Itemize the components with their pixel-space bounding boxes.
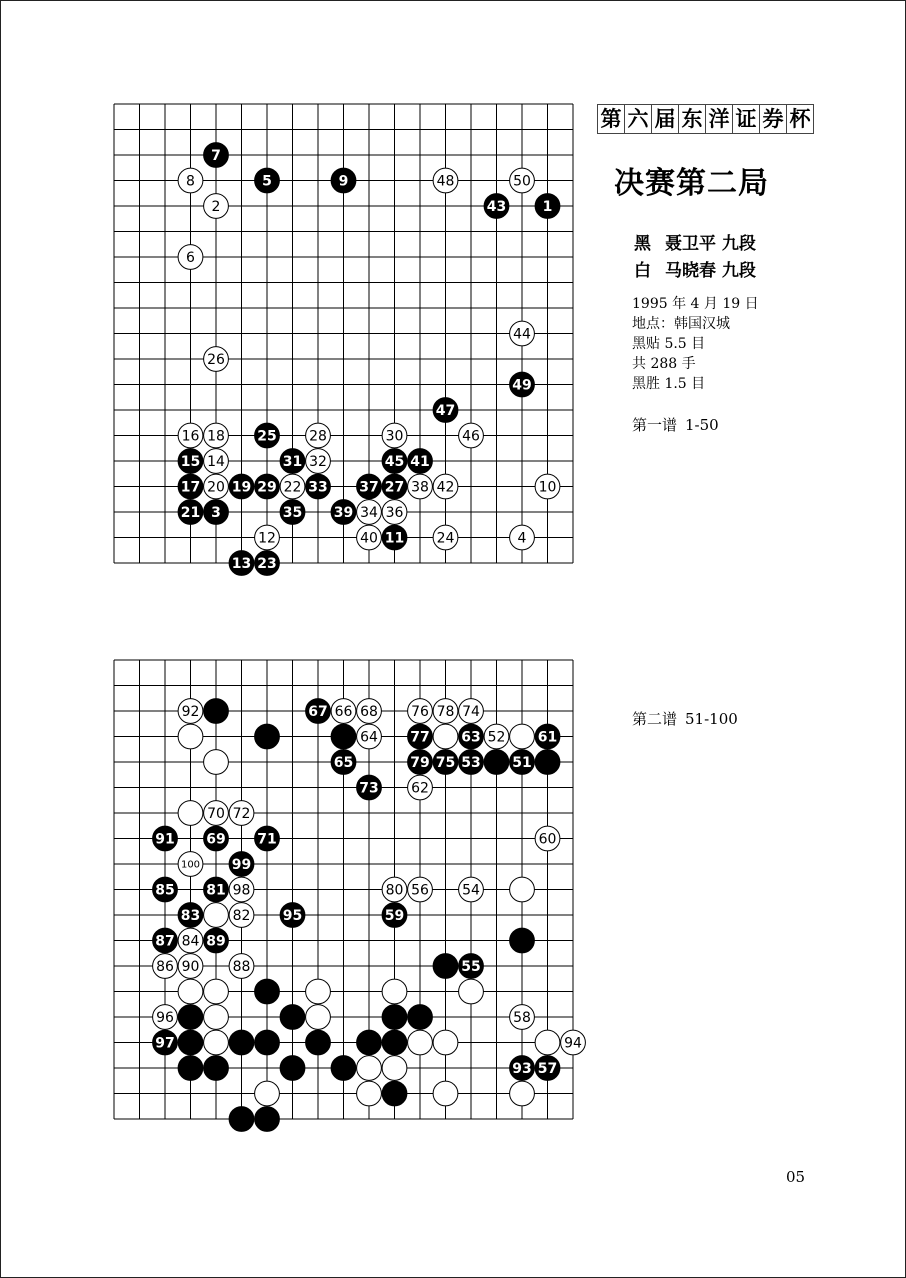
white-stone — [408, 1030, 433, 1055]
white-stone — [204, 801, 229, 826]
black-stone — [306, 699, 331, 724]
black-stone — [535, 724, 560, 749]
black-stone — [255, 826, 280, 851]
move-number: 94 — [564, 1035, 582, 1052]
event-char: 证 — [732, 104, 760, 134]
black-stone — [433, 954, 458, 979]
move-number: 42 — [436, 479, 455, 496]
move-number: 8 — [186, 173, 195, 190]
white-stone — [459, 877, 484, 902]
move-number: 32 — [309, 454, 327, 471]
black-stone — [331, 750, 356, 775]
white-stone — [153, 1005, 178, 1030]
player-white — [634, 256, 756, 281]
event-title — [597, 104, 813, 134]
black-stone — [382, 1030, 407, 1055]
game-title: 决赛第二局 — [614, 166, 769, 201]
move-number: 19 — [231, 479, 252, 496]
white-stone — [306, 979, 331, 1004]
move-number: 52 — [487, 729, 506, 746]
black-stone — [331, 1056, 356, 1081]
white-stone — [153, 954, 178, 979]
black-stone — [229, 1107, 254, 1132]
move-number: 30 — [385, 428, 404, 445]
move-number: 9 — [338, 173, 349, 190]
event-char: 洋 — [705, 104, 733, 134]
move-number: 75 — [435, 755, 456, 772]
black-stone — [382, 903, 407, 928]
move-number: 31 — [282, 454, 303, 471]
black-stone — [153, 1030, 178, 1055]
move-number: 2 — [211, 199, 221, 216]
move-number: 87 — [155, 933, 175, 950]
move-number: 96 — [156, 1010, 174, 1027]
game-komi: 黑贴 5.5 目 — [632, 336, 706, 352]
move-number: 71 — [257, 831, 277, 848]
move-number: 27 — [384, 479, 405, 496]
figure-1-range: 1-50 — [685, 416, 719, 434]
player-white-role: 白 — [634, 261, 651, 281]
black-stone — [331, 724, 356, 749]
black-stone — [204, 1056, 229, 1081]
white-stone — [357, 1081, 382, 1106]
black-stone — [178, 903, 203, 928]
move-number: 85 — [155, 882, 175, 899]
move-number: 78 — [436, 704, 455, 721]
white-stone — [204, 1030, 229, 1055]
move-number: 4 — [517, 530, 527, 547]
move-number: 79 — [410, 755, 430, 772]
move-number: 12 — [258, 530, 276, 547]
move-number: 34 — [360, 505, 378, 522]
black-stone — [229, 852, 254, 877]
move-number: 92 — [181, 704, 200, 721]
white-stone — [331, 699, 356, 724]
white-stone — [204, 1005, 229, 1030]
white-stone — [229, 903, 254, 928]
page-number: 05 — [786, 1168, 806, 1186]
move-number: 91 — [155, 831, 175, 848]
move-number: 82 — [232, 908, 251, 925]
black-stone — [535, 750, 560, 775]
figure-1-caption — [632, 414, 719, 435]
move-number: 69 — [206, 831, 226, 848]
event-char: 六 — [624, 104, 652, 134]
white-stone — [357, 724, 382, 749]
move-number: 58 — [513, 1010, 531, 1027]
white-stone — [204, 903, 229, 928]
black-stone — [459, 750, 484, 775]
black-stone — [459, 954, 484, 979]
move-number: 83 — [180, 908, 201, 925]
black-stone — [459, 724, 484, 749]
move-number: 25 — [257, 428, 277, 445]
black-stone — [510, 1056, 535, 1081]
white-stone — [510, 1005, 535, 1030]
move-number: 18 — [207, 428, 225, 445]
white-stone — [255, 1081, 280, 1106]
white-stone — [433, 724, 458, 749]
white-stone — [204, 750, 229, 775]
black-stone — [382, 1005, 407, 1030]
white-stone — [408, 877, 433, 902]
move-number: 26 — [207, 352, 225, 369]
white-stone — [178, 954, 203, 979]
black-stone — [255, 1030, 280, 1055]
player-white-name: 马晓春 九段 — [665, 261, 756, 281]
white-stone — [357, 699, 382, 724]
move-number: 49 — [512, 377, 532, 394]
event-char: 杯 — [786, 104, 814, 134]
move-number: 61 — [537, 729, 558, 746]
black-stone — [484, 750, 509, 775]
player-black-name: 聂卫平 九段 — [665, 234, 756, 254]
move-number: 97 — [155, 1035, 175, 1052]
game-date: 1995 年 4 月 19 日 — [632, 296, 759, 312]
black-stone — [306, 1030, 331, 1055]
move-number: 13 — [231, 556, 252, 573]
move-number: 22 — [283, 479, 302, 496]
white-stone — [178, 724, 203, 749]
move-number: 14 — [207, 454, 225, 471]
move-number: 35 — [282, 505, 303, 522]
move-number: 1 — [542, 199, 553, 216]
move-number: 20 — [207, 479, 225, 496]
move-number: 11 — [384, 530, 405, 547]
move-number: 73 — [359, 780, 379, 797]
figure-2-label: 第二谱 — [632, 710, 678, 728]
move-number: 16 — [181, 428, 200, 445]
figure-2-caption — [632, 708, 738, 729]
move-number: 17 — [180, 479, 201, 496]
event-char: 届 — [651, 104, 679, 134]
move-number: 15 — [180, 454, 201, 471]
move-number: 90 — [181, 959, 200, 976]
white-stone — [178, 699, 203, 724]
game-moves: 共 288 手 — [632, 356, 696, 372]
white-stone — [178, 928, 203, 953]
game-result: 黑胜 1.5 目 — [632, 376, 706, 392]
white-stone — [408, 775, 433, 800]
move-number: 68 — [360, 704, 378, 721]
event-char: 东 — [678, 104, 706, 134]
white-stone — [382, 1056, 407, 1081]
move-number: 55 — [461, 959, 481, 976]
figure-1-label: 第一谱 — [632, 416, 678, 434]
move-number: 89 — [206, 933, 226, 950]
black-stone — [408, 1005, 433, 1030]
move-number: 51 — [512, 755, 532, 772]
black-stone — [255, 979, 280, 1004]
white-stone — [178, 852, 203, 877]
move-number: 86 — [156, 959, 174, 976]
black-stone — [280, 903, 305, 928]
move-number: 24 — [436, 530, 455, 547]
move-number: 36 — [385, 505, 404, 522]
move-number: 62 — [411, 780, 429, 797]
white-stone — [510, 877, 535, 902]
white-stone — [178, 979, 203, 1004]
move-number: 77 — [410, 729, 430, 746]
white-stone — [535, 1030, 560, 1055]
white-stone — [535, 826, 560, 851]
move-number: 74 — [462, 704, 480, 721]
move-number: 81 — [206, 882, 226, 899]
move-number: 50 — [513, 173, 531, 190]
black-stone — [204, 826, 229, 851]
move-number: 38 — [411, 479, 429, 496]
move-number: 88 — [232, 959, 251, 976]
white-stone — [306, 1005, 331, 1030]
move-number: 63 — [461, 729, 481, 746]
white-stone — [459, 699, 484, 724]
move-number: 37 — [359, 479, 379, 496]
white-stone — [408, 699, 433, 724]
white-stone — [178, 801, 203, 826]
move-number: 28 — [309, 428, 327, 445]
move-number: 70 — [207, 806, 225, 823]
white-stone — [433, 1081, 458, 1106]
move-number: 7 — [211, 148, 221, 165]
player-black-role: 黑 — [634, 234, 651, 254]
black-stone — [535, 1056, 560, 1081]
white-stone — [433, 1030, 458, 1055]
white-stone — [229, 801, 254, 826]
move-number: 5 — [262, 173, 272, 190]
move-number: 57 — [537, 1061, 558, 1078]
black-stone — [178, 1056, 203, 1081]
black-stone — [408, 724, 433, 749]
black-stone — [178, 1030, 203, 1055]
move-number: 29 — [257, 479, 277, 496]
black-stone — [357, 775, 382, 800]
move-number: 56 — [411, 882, 429, 899]
move-number: 59 — [384, 908, 405, 925]
move-number: 99 — [231, 857, 252, 874]
black-stone — [153, 877, 178, 902]
black-stone — [204, 928, 229, 953]
black-stone — [229, 1030, 254, 1055]
move-number: 43 — [486, 199, 507, 216]
move-number: 33 — [308, 479, 328, 496]
move-number: 40 — [360, 530, 378, 547]
move-number: 3 — [211, 505, 221, 522]
white-stone — [357, 1056, 382, 1081]
move-number: 100 — [180, 859, 201, 871]
white-stone — [484, 724, 509, 749]
black-stone — [510, 750, 535, 775]
black-stone — [204, 699, 229, 724]
move-number: 39 — [333, 505, 354, 522]
black-stone — [280, 1005, 305, 1030]
move-number: 45 — [384, 454, 405, 471]
black-stone — [280, 1056, 305, 1081]
game-place: 地点：韩国汉城 — [632, 316, 730, 332]
move-number: 41 — [410, 454, 430, 471]
white-stone — [229, 877, 254, 902]
move-number: 47 — [435, 403, 456, 420]
move-number: 53 — [461, 755, 481, 772]
black-stone — [153, 928, 178, 953]
black-stone — [153, 826, 178, 851]
event-char: 第 — [597, 104, 625, 134]
black-stone — [408, 750, 433, 775]
black-stone — [255, 724, 280, 749]
move-number: 64 — [360, 729, 378, 746]
black-stone — [204, 877, 229, 902]
move-number: 72 — [232, 806, 251, 823]
black-stone — [178, 1005, 203, 1030]
move-number: 23 — [257, 556, 277, 573]
move-number: 10 — [538, 479, 557, 496]
move-number: 98 — [232, 882, 251, 899]
move-number: 67 — [308, 704, 328, 721]
game-info — [632, 294, 759, 394]
move-number: 44 — [513, 326, 531, 343]
white-stone — [382, 979, 407, 1004]
black-stone — [510, 928, 535, 953]
player-black — [634, 229, 756, 254]
white-stone — [510, 1081, 535, 1106]
move-number: 66 — [334, 704, 353, 721]
white-stone — [459, 979, 484, 1004]
white-stone — [510, 724, 535, 749]
move-number: 21 — [180, 505, 201, 522]
figure-2-range: 51-100 — [685, 710, 738, 728]
move-number: 93 — [512, 1061, 532, 1078]
move-number: 76 — [411, 704, 429, 721]
black-stone — [255, 1107, 280, 1132]
white-stone — [204, 979, 229, 1004]
move-number: 6 — [186, 250, 195, 267]
black-stone — [433, 750, 458, 775]
white-stone — [229, 954, 254, 979]
white-stone — [561, 1030, 586, 1055]
black-stone — [382, 1081, 407, 1106]
move-number: 60 — [538, 831, 557, 848]
move-number: 54 — [462, 882, 480, 899]
move-number: 95 — [282, 908, 303, 925]
white-stone — [433, 699, 458, 724]
black-stone — [357, 1030, 382, 1055]
move-number: 65 — [333, 755, 354, 772]
event-char: 券 — [759, 104, 787, 134]
move-number: 84 — [181, 933, 200, 950]
move-number: 48 — [436, 173, 455, 190]
white-stone — [382, 877, 407, 902]
move-number: 46 — [462, 428, 480, 445]
move-number: 80 — [385, 882, 404, 899]
